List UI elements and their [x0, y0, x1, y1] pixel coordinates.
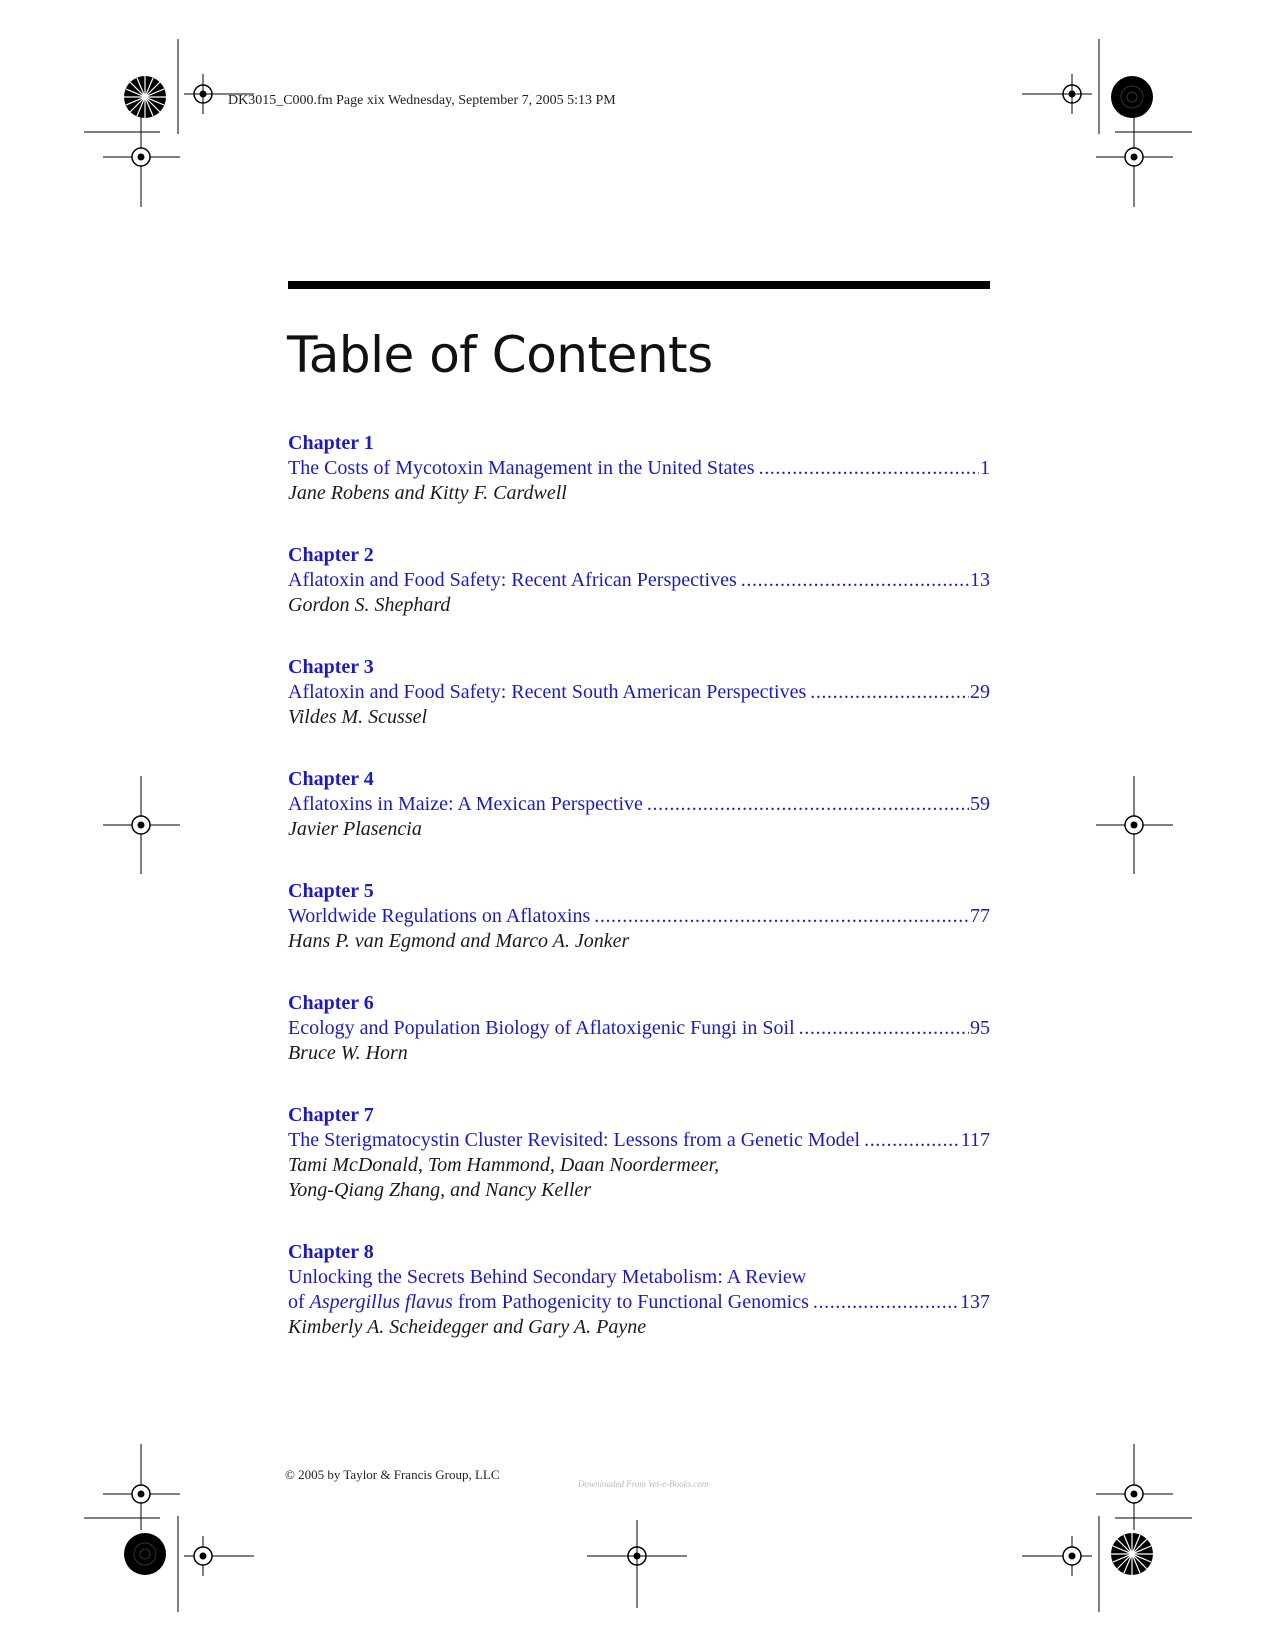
page-number: 117: [960, 1129, 990, 1151]
chapter-title: The Costs of Mycotoxin Management in the United States: [288, 457, 755, 479]
toc-link-chapter-8[interactable]: [288, 1240, 990, 1315]
leader-dots: [810, 680, 969, 705]
toc-entry-8: [288, 1240, 990, 1340]
toc-entry-4: [288, 767, 990, 842]
toc-link-chapter-7[interactable]: [288, 1103, 990, 1153]
page-number: 13: [970, 569, 990, 591]
page-number: 59: [970, 793, 990, 815]
chapter-title: Worldwide Regulations on Aflatoxins: [288, 905, 591, 927]
toc-link-chapter-4[interactable]: [288, 767, 990, 817]
chapter-title-line: [288, 904, 990, 929]
chapter-label: Chapter 8: [288, 1241, 374, 1263]
page-number: 1: [980, 457, 990, 479]
chapter-title: Aflatoxin and Food Safety: Recent African Perspectives: [288, 569, 737, 591]
chapter-label: Chapter 4: [288, 768, 374, 790]
chapter-authors: Hans P. van Egmond and Marco A. Jonker: [288, 930, 630, 952]
species-name: Aspergillus flavus: [309, 1291, 453, 1313]
page-title: Table of Contents: [287, 326, 713, 384]
chapter-title-continued: [288, 1290, 809, 1315]
chapter-authors-line-2: Yong-Qiang Zhang, and Nancy Keller: [288, 1179, 592, 1201]
chapter-label: Chapter 3: [288, 656, 374, 678]
chapter-title-line-2: [288, 1290, 990, 1315]
toc-entry-5: [288, 879, 990, 954]
chapter-label: Chapter 1: [288, 432, 374, 454]
title-prefix: of: [288, 1291, 310, 1313]
chapter-authors: Bruce W. Horn: [288, 1042, 408, 1064]
toc-entry-7: [288, 1103, 990, 1203]
toc-link-chapter-2[interactable]: [288, 543, 990, 593]
chapter-label: Chapter 5: [288, 880, 374, 902]
title-suffix: from Pathogenicity to Functional Genomics: [452, 1291, 809, 1313]
chapter-authors: Javier Plasencia: [288, 818, 422, 840]
chapter-label: Chapter 6: [288, 992, 374, 1014]
page-number: 137: [960, 1291, 990, 1313]
toc-link-chapter-5[interactable]: [288, 879, 990, 929]
chapter-title-line: [288, 456, 990, 481]
leader-dots: [647, 792, 969, 817]
chapter-title: Ecology and Population Biology of Aflatoxigenic Fungi in Soil: [288, 1017, 795, 1039]
toc-entry-2: [288, 543, 990, 618]
copyright-notice: © 2005 by Taylor & Francis Group, LLC: [285, 1467, 500, 1482]
chapter-authors: Kimberly A. Scheidegger and Gary A. Payne: [288, 1316, 647, 1338]
chapter-authors-line-1: Tami McDonald, Tom Hammond, Daan Noordermeer,: [288, 1154, 720, 1176]
chapter-title: Aflatoxin and Food Safety: Recent South American Perspectives: [288, 681, 807, 703]
chapter-title-line: [288, 1128, 990, 1153]
chapter-title: The Sterigmatocystin Cluster Revisited: Lessons from a Genetic Model: [288, 1129, 861, 1151]
toc-entry-6: [288, 991, 990, 1066]
print-header: DK3015_C000.fm Page xix Wednesday, September 7, 2005 5:13 PM: [228, 93, 616, 108]
leader-dots: [759, 456, 979, 481]
leader-dots: [813, 1290, 959, 1315]
page-number: 95: [970, 1017, 990, 1039]
chapter-title-line: [288, 792, 990, 817]
chapter-title-line: [288, 680, 990, 705]
chapter-label: Chapter 2: [288, 544, 374, 566]
chapter-authors: Gordon S. Shephard: [288, 594, 451, 616]
toc-link-chapter-3[interactable]: [288, 655, 990, 705]
chapter-title: Aflatoxins in Maize: A Mexican Perspective: [288, 793, 643, 815]
toc-link-chapter-1[interactable]: [288, 431, 990, 481]
toc-list: [288, 431, 990, 1340]
toc-entry-3: [288, 655, 990, 730]
leader-dots: [594, 904, 969, 929]
toc-entry-1: [288, 431, 990, 506]
page-number: 29: [970, 681, 990, 703]
chapter-label: Chapter 7: [288, 1104, 374, 1126]
chapter-authors: Jane Robens and Kitty F. Cardwell: [288, 482, 567, 504]
page-number: 77: [970, 905, 990, 927]
leader-dots: [864, 1128, 960, 1153]
title-rule: [288, 281, 990, 289]
watermark: Downloaded From Vet-e-Books.com: [578, 1479, 709, 1489]
leader-dots: [799, 1016, 969, 1041]
chapter-title-line-1: Unlocking the Secrets Behind Secondary Metabolism: A Review: [288, 1266, 807, 1288]
chapter-title-line: [288, 1016, 990, 1041]
chapter-authors: Vildes M. Scussel: [288, 706, 428, 728]
chapter-title-line: [288, 568, 990, 593]
leader-dots: [741, 568, 969, 593]
toc-link-chapter-6[interactable]: [288, 991, 990, 1041]
